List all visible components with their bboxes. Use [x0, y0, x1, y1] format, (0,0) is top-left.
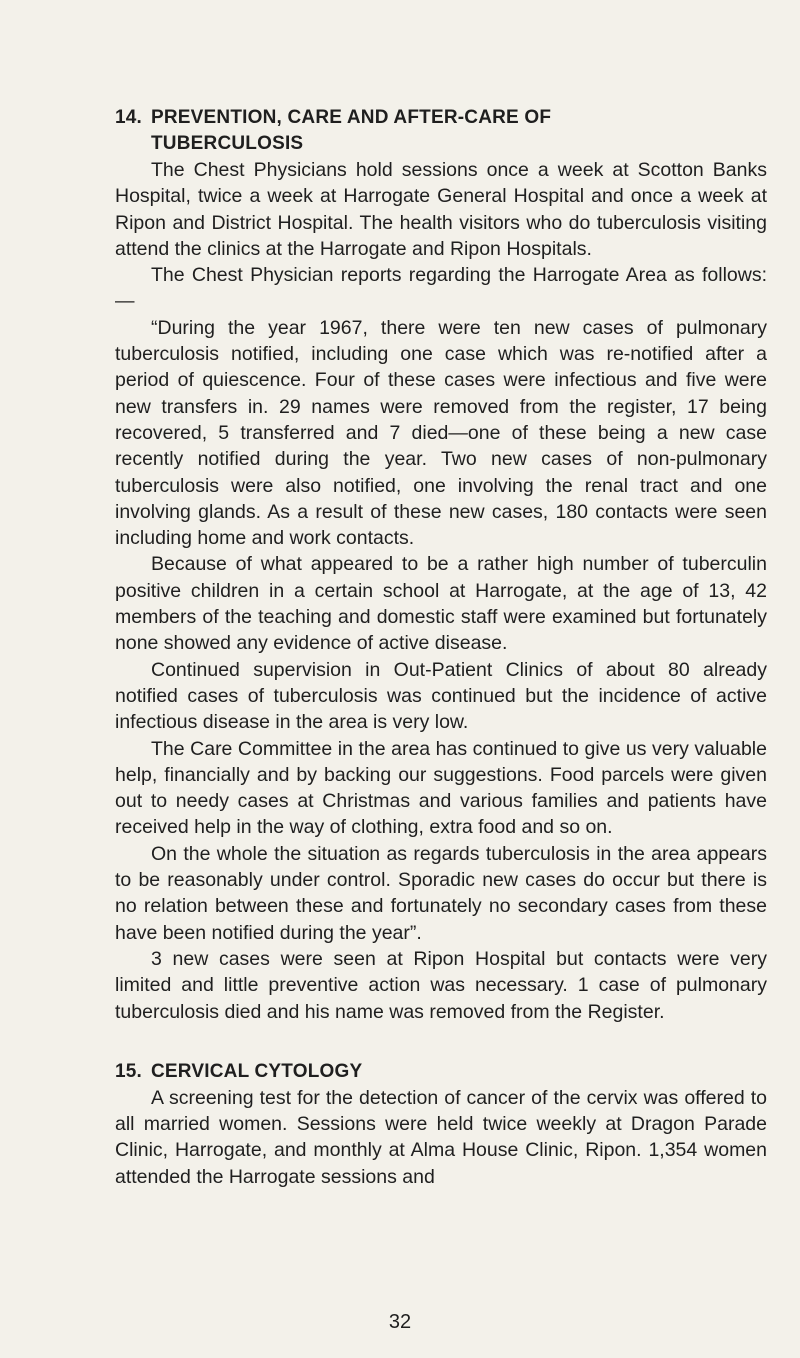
section-heading-tuberculosis — [115, 105, 767, 157]
paragraph: 3 new cases were seen at Ripon Hospital but contacts were very limited and little preventive action was necessary. 1 case of pulmonary tuberculosis died and his name was removed from the Register. — [115, 947, 767, 1023]
section-tuberculosis — [115, 105, 767, 1025]
section-title-line2: TUBERCULOSIS — [151, 133, 304, 154]
paragraph: The Care Committee in the area has continued to give us very valuable help, financially and by backing our suggestions. Food parcels were given out to needy cases at Christmas and various families and patients have received help in the way of clothing, extra food and so on. — [115, 737, 767, 839]
paragraph: A screening test for the detection of cancer of the cervix was offered to all married women. Sessions were held twice weekly at Dragon Parade Clinic, Harrogate, and monthly at Alma House Clinic, Ripon. 1,354 women attended the Harrogate sessions and — [115, 1086, 767, 1188]
paragraph: Continued supervision in Out-Patient Clinics of about 80 already notified cases of tuberculosis was continued but the incidence of active infectious disease in the area is very low. — [115, 658, 767, 734]
section-title-line1: PREVENTION, CARE AND AFTER-CARE OF — [151, 107, 552, 128]
page-number: 32 — [388, 1311, 412, 1333]
paragraph: The Chest Physician reports regarding the Harrogate Area as follows:— — [115, 264, 767, 313]
paragraph: The Chest Physicians hold sessions once a week at Scotton Banks Hospital, twice a week at Harrogate General Hospital and once a week at Ripon and District Hospital. The health visitors who do tuberculosis visiting attend the clinics at the Harrogate and Ripon Hospitals. — [115, 159, 767, 260]
section-title: CERVICAL CYTOLOGY — [151, 1060, 363, 1082]
section-number: 15. — [115, 1060, 143, 1082]
section-number: 14. — [115, 107, 143, 128]
paragraph: On the whole the situation as regards tuberculosis in the area appears to be reasonably under control. Sporadic new cases do occur but there is no relation between these and fortunately no secondary cases from these have been notified during the year”. — [115, 842, 767, 944]
document-page — [115, 105, 767, 1190]
section-cervical-cytology — [115, 1059, 767, 1190]
paragraph: Because of what appeared to be a rather high number of tuberculin positive children in a certain school at Harrogate, at the age of 13, 42 members of the teaching and domestic staff were examined but fortunately none showed any evidence of active disease. — [115, 553, 767, 655]
section-heading-cervical-cytology — [115, 1059, 767, 1085]
paragraph: “During the year 1967, there were ten new cases of pulmonary tuberculosis notified, including one case which was re-notified after a period of quiescence. Four of these cases were infectious and five were new transfers in. 29 names were removed from the register, 17 being recovered, 5 transferred and 7 died—one of these being a new case recently notified during the year. Two new cases of non-pulmonary tuberculosis were also notified, one involving the renal tract and one involving glands. As a result of these new cases, 180 contacts were seen including home and work contacts. — [115, 316, 767, 550]
